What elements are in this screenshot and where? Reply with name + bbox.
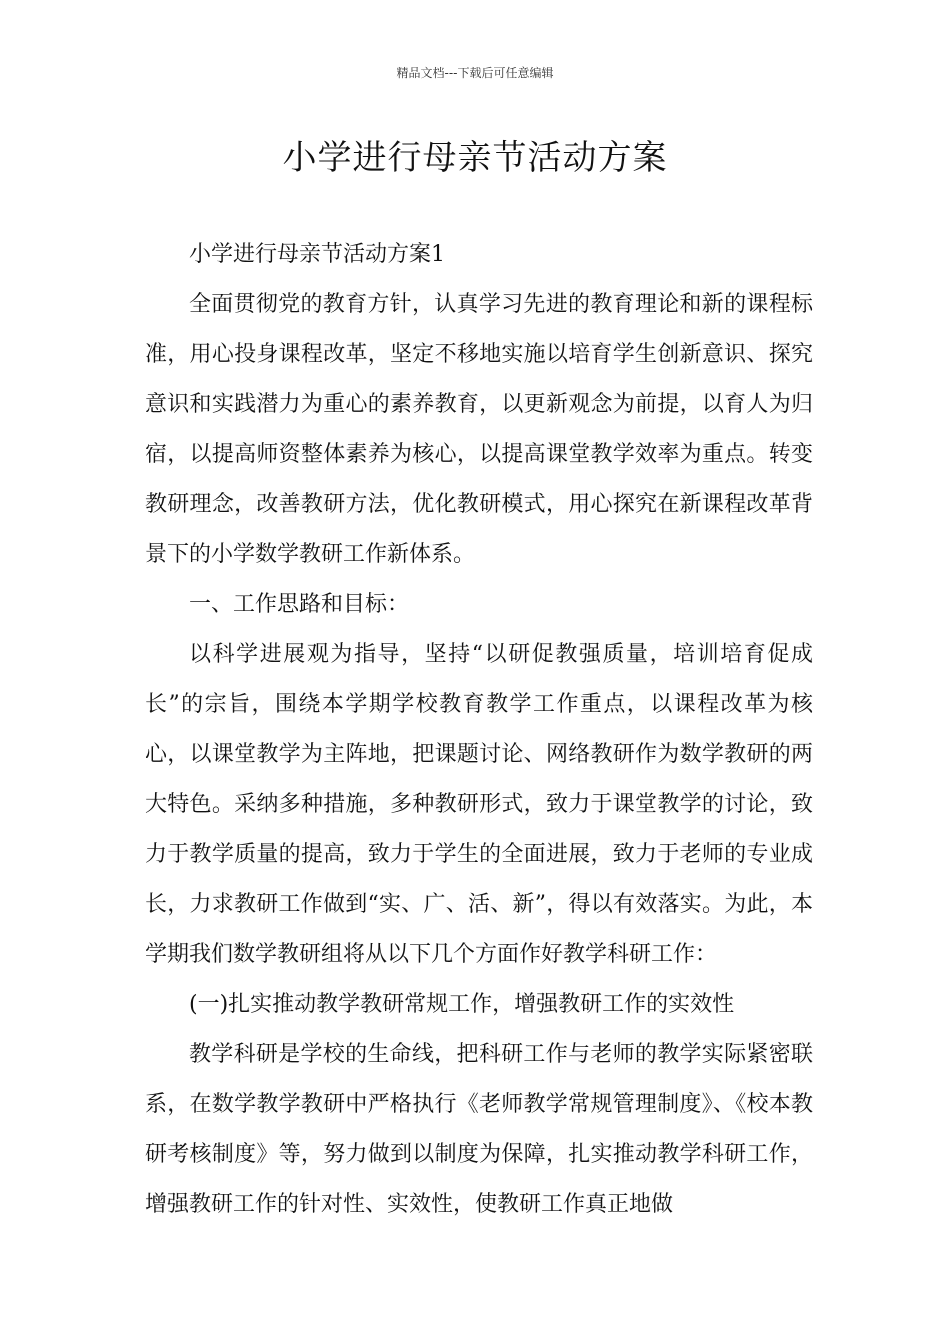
section-heading: 一、工作思路和目标：: [189, 592, 410, 617]
section-heading: 小学进行母亲节活动方案1: [189, 242, 445, 267]
document-body: [145, 230, 813, 1230]
section-heading: (一)扎实推动教学教研常规工作，增强教研工作的实效性: [189, 992, 735, 1017]
body-paragraph: 全面贯彻党的教育方针，认真学习先进的教育理论和新的课程标准，用心投身课程改革，坚定不移地实施以培育学生创新意识、探究意识和实践潜力为重心的素养教育，以更新观念为前提，以育人为归宿，以提高师资整体素养为核心，以提高课堂教学效率为重点。转变教研理念，改善教研方法，优化教研模式，用心探究在新课程改革背景下的小学数学教研工作新体系。: [145, 292, 813, 567]
body-paragraph: 教学科研是学校的生命线，把科研工作与老师的教学实际紧密联系，在数学教学教研中严格执行《老师教学常规管理制度》、《校本教研考核制度》等，努力做到以制度为保障，扎实推动教学科研工作，增强教研工作的针对性、实效性，使教研工作真正地做: [145, 1042, 813, 1217]
body-paragraph: 以科学进展观为指导，坚持“以研促教强质量，培训培育促成长”的宗旨，围绕本学期学校教育教学工作重点，以课程改革为核心，以课堂教学为主阵地，把课题讨论、网络教研作为数学教研的两大特色。采纳多种措施，多种教研形式，致力于课堂教学的讨论，致力于教学质量的提高，致力于学生的全面进展，致力于老师的专业成长，力求教研工作做到“实、广、活、新”，得以有效落实。为此，本学期我们数学教研组将从以下几个方面作好教学科研工作：: [145, 642, 813, 967]
document-header-note: 精品文档---下载后可任意编辑: [396, 66, 554, 80]
document-title: 小学进行母亲节活动方案: [282, 138, 668, 178]
